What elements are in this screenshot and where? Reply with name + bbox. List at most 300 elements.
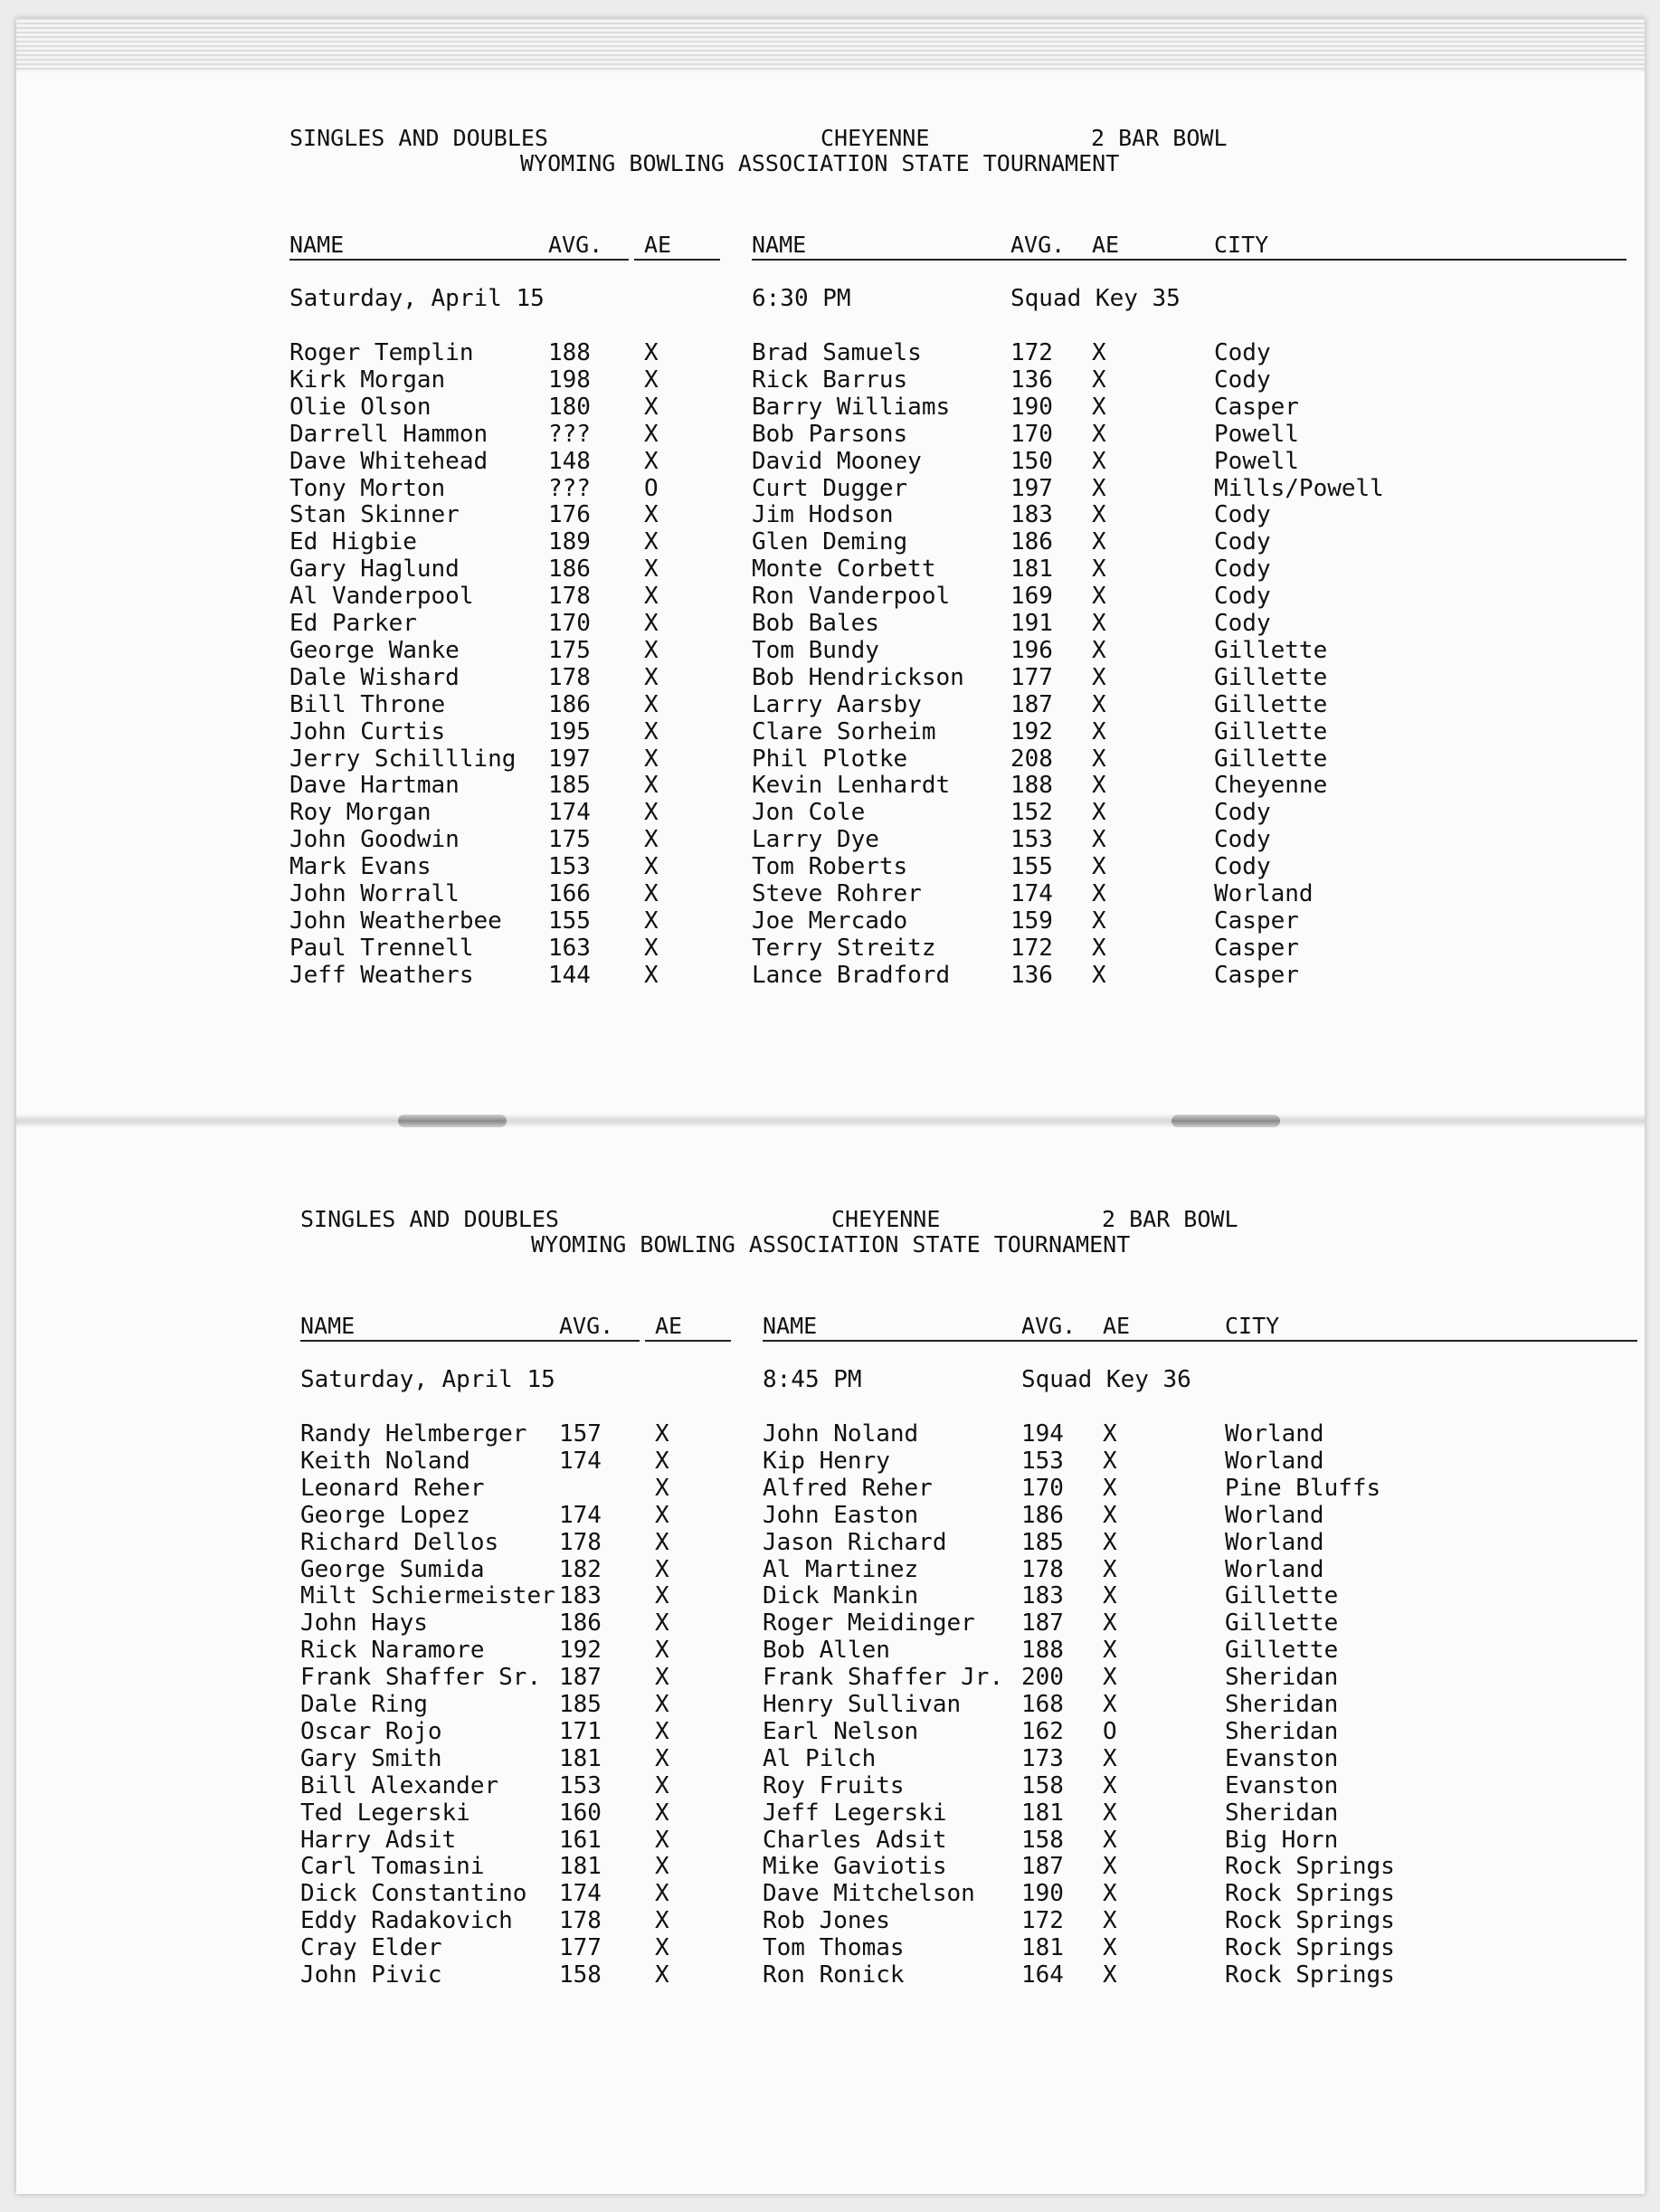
bowler-1-ae: X [655, 1582, 669, 1610]
bowler-2-name: Barry Williams [752, 393, 951, 421]
bowler-1-ae: X [655, 1961, 669, 1989]
bowler-1-avg: 171 [559, 1717, 602, 1745]
bowler-2-name: John Easton [763, 1501, 919, 1529]
bowler-1-avg: 192 [559, 1637, 602, 1665]
bowler-2-avg: 153 [1010, 826, 1053, 854]
event-heading: SINGLES AND DOUBLES [289, 125, 548, 151]
session-date: Saturday, April 15 [300, 1366, 555, 1393]
city: Gillette [1214, 745, 1328, 773]
bowler-2-avg: 153 [1021, 1447, 1064, 1475]
city: Powell [1214, 420, 1299, 448]
bowler-1-name: Al Vanderpool [289, 583, 474, 611]
bowler-1-name: Ed Parker [289, 610, 417, 637]
header-rule [289, 259, 629, 261]
bowler-2-ae: X [1103, 1528, 1117, 1556]
city: Worland [1225, 1447, 1324, 1475]
col-name-2: NAME [752, 232, 807, 258]
bowler-2-ae: X [1092, 420, 1106, 448]
bowler-1-ae: X [644, 447, 659, 475]
bowler-2-avg: 187 [1010, 690, 1053, 718]
bowler-1-name: George Lopez [300, 1501, 470, 1529]
bowler-1-avg: 185 [548, 772, 591, 800]
roster-row [289, 718, 1375, 745]
venue-heading: 2 BAR BOWL [1091, 125, 1228, 151]
bowler-2-avg: 158 [1021, 1826, 1064, 1854]
bowler-1-ae: X [655, 1934, 669, 1962]
bowler-1-name: Jeff Weathers [289, 961, 474, 989]
bowler-2-avg: 155 [1010, 853, 1053, 881]
roster-row [289, 826, 1375, 853]
bowler-1-name: Rick Naramore [300, 1637, 485, 1665]
bowler-1-ae: X [644, 907, 659, 935]
city: Cody [1214, 528, 1271, 556]
session-date: Saturday, April 15 [289, 285, 545, 312]
bowler-2-name: Jeff Legerski [763, 1799, 947, 1827]
bowler-1-avg: 186 [559, 1609, 602, 1638]
bowler-2-avg: 150 [1010, 447, 1053, 475]
bowler-1-name: Eddy Radakovich [300, 1907, 513, 1935]
bowler-1-avg: 180 [548, 393, 591, 421]
bowler-1-avg: 197 [548, 745, 591, 773]
city: Cody [1214, 610, 1271, 637]
bowler-2-name: Glen Deming [752, 528, 908, 556]
bowler-2-name: Terry Streitz [752, 934, 936, 962]
roster-row [289, 366, 1375, 394]
bowler-2-avg: 181 [1021, 1799, 1064, 1827]
city: Rock Springs [1225, 1961, 1395, 1989]
city: Rock Springs [1225, 1934, 1395, 1962]
roster-row [289, 528, 1375, 555]
bowler-1-name: John Curtis [289, 717, 446, 745]
city: Worland [1225, 1420, 1324, 1448]
bowler-1-avg: 181 [559, 1744, 602, 1772]
bowler-1-avg: 185 [559, 1691, 602, 1718]
bowler-1-name: Randy Helmberger [300, 1420, 527, 1448]
roster-row [289, 664, 1375, 691]
bowler-1-ae: X [644, 393, 659, 421]
bowler-2-avg: 192 [1010, 717, 1053, 745]
bowler-2-avg: 183 [1010, 501, 1053, 529]
city: Worland [1225, 1501, 1324, 1529]
bowler-1-ae: X [655, 1664, 669, 1692]
bowler-1-name: Leonard Reher [300, 1474, 485, 1502]
roster-row [289, 474, 1384, 502]
bowler-1-name: John Hays [300, 1609, 428, 1638]
bowler-1-avg: 174 [559, 1447, 602, 1475]
bowler-2-ae: X [1103, 1799, 1117, 1827]
roster-row [300, 1637, 1386, 1664]
bowler-2-ae: X [1103, 1771, 1117, 1799]
bowler-2-ae: X [1092, 393, 1106, 421]
bowler-2-avg: 186 [1021, 1501, 1064, 1529]
bowler-1-ae: X [644, 934, 659, 962]
bowler-2-avg: 164 [1021, 1961, 1064, 1989]
bowler-1-avg: 189 [548, 528, 591, 556]
bowler-1-name: Frank Shaffer Sr. [300, 1664, 542, 1692]
bowler-2-ae: X [1103, 1501, 1117, 1529]
roster-row [300, 1529, 1386, 1556]
bowler-2-ae: X [1092, 880, 1106, 907]
roster-row [300, 1799, 1386, 1827]
city: Cody [1214, 799, 1271, 827]
bowler-1-ae: X [644, 853, 659, 881]
bowler-2-ae: X [1103, 1582, 1117, 1610]
city: Sheridan [1225, 1717, 1339, 1745]
bowler-2-ae: X [1092, 366, 1106, 394]
bowler-1-name: Darrell Hammon [289, 420, 489, 448]
bowler-1-avg: 198 [548, 366, 591, 394]
bowler-2-name: David Mooney [752, 447, 922, 475]
bowler-1-ae: X [655, 1907, 669, 1935]
bowler-1-avg: 182 [559, 1555, 602, 1583]
bowler-1-ae: X [644, 745, 659, 773]
bowler-1-name: John Weatherbee [289, 907, 502, 935]
bowler-1-avg: 163 [548, 934, 591, 962]
bowler-2-ae: X [1092, 853, 1106, 881]
bowler-2-avg: 152 [1010, 799, 1053, 827]
bowler-2-name: Lance Bradford [752, 961, 951, 989]
bowler-1-ae: X [644, 366, 659, 394]
bowler-2-avg: 200 [1021, 1664, 1064, 1692]
bowler-1-avg: 186 [548, 555, 591, 584]
col-ae-1: AE [655, 1313, 683, 1339]
session-time: 6:30 PM [752, 285, 851, 312]
staple [398, 1115, 507, 1127]
roster-row [289, 421, 1375, 448]
bowler-2-name: Bob Hendrickson [752, 663, 964, 691]
roster-row [300, 1827, 1386, 1854]
bowler-1-avg: 195 [548, 717, 591, 745]
bowler-1-avg: 177 [559, 1934, 602, 1962]
bowler-2-name: Bob Allen [763, 1637, 890, 1665]
bowler-2-ae: X [1103, 1420, 1117, 1448]
bowler-2-avg: 172 [1021, 1907, 1064, 1935]
bowler-1-ae: X [655, 1637, 669, 1665]
bowler-1-ae: X [655, 1826, 669, 1854]
bowler-2-name: Kip Henry [763, 1447, 890, 1475]
bowler-2-ae: X [1103, 1934, 1117, 1962]
city: Rock Springs [1225, 1907, 1395, 1935]
bowler-2-name: Roy Fruits [763, 1771, 905, 1799]
bowler-2-avg: 169 [1010, 583, 1053, 611]
bowler-1-name: Dale Wishard [289, 663, 460, 691]
bowler-2-avg: 173 [1021, 1744, 1064, 1772]
bowler-2-name: Kevin Lenhardt [752, 772, 951, 800]
bowler-2-name: Dick Mankin [763, 1582, 919, 1610]
bowler-2-ae: X [1103, 1555, 1117, 1583]
bowler-2-avg: 196 [1010, 636, 1053, 664]
bowler-1-avg: ??? [548, 420, 591, 448]
bowler-2-name: Larry Aarsby [752, 690, 922, 718]
venue-heading: 2 BAR BOWL [1102, 1206, 1238, 1232]
bowler-2-avg: 136 [1010, 366, 1053, 394]
bowler-2-name: Rick Barrus [752, 366, 908, 394]
col-avg-1: AVG. [559, 1313, 614, 1339]
tournament-title: WYOMING BOWLING ASSOCIATION STATE TOURNAMENT [531, 1231, 1131, 1258]
city: Big Horn [1225, 1826, 1339, 1854]
bowler-2-ae: X [1092, 501, 1106, 529]
bowler-1-avg: 175 [548, 636, 591, 664]
city: Gillette [1214, 663, 1328, 691]
roster-row [289, 448, 1375, 475]
bowler-2-ae: X [1103, 1637, 1117, 1665]
bowler-1-ae: X [655, 1799, 669, 1827]
bowler-2-ae: X [1103, 1691, 1117, 1718]
roster-row [300, 1556, 1386, 1583]
bowler-2-avg: 208 [1010, 745, 1053, 773]
bowler-2-name: John Noland [763, 1420, 919, 1448]
city: Cody [1214, 366, 1271, 394]
bowler-2-name: Al Martinez [763, 1555, 919, 1583]
bowler-2-avg: 185 [1021, 1528, 1064, 1556]
bowler-1-avg: 178 [559, 1528, 602, 1556]
bowler-1-avg: 188 [548, 339, 591, 366]
bowler-1-ae: X [644, 799, 659, 827]
roster-row [300, 1772, 1386, 1799]
roster-row [300, 1853, 1395, 1881]
bowler-2-ae: X [1092, 610, 1106, 637]
bowler-1-name: George Sumida [300, 1555, 485, 1583]
roster-row [300, 1880, 1395, 1908]
roster-row [300, 1609, 1386, 1637]
bowler-2-ae: X [1103, 1880, 1117, 1908]
bowler-2-ae: X [1103, 1664, 1117, 1692]
bowler-1-ae: X [655, 1609, 669, 1638]
bowler-1-name: Keith Noland [300, 1447, 470, 1475]
bowler-1-ae: X [644, 528, 659, 556]
bowler-1-name: Stan Skinner [289, 501, 460, 529]
squad-key: Squad Key 36 [1021, 1366, 1191, 1393]
bowler-1-name: Kirk Morgan [289, 366, 446, 394]
bowler-1-name: Roger Templin [289, 339, 474, 366]
bowler-2-ae: X [1092, 447, 1106, 475]
bowler-1-avg: 160 [559, 1799, 602, 1827]
bowler-1-ae: X [644, 420, 659, 448]
roster-row [300, 1475, 1386, 1502]
bowler-2-avg: 168 [1021, 1691, 1064, 1718]
bowler-2-ae: X [1092, 826, 1106, 854]
city: Evanston [1225, 1744, 1339, 1772]
bowler-1-ae: X [644, 717, 659, 745]
city: Cody [1214, 583, 1271, 611]
city: Worland [1214, 880, 1314, 907]
roster-row [300, 1934, 1395, 1962]
bowler-2-name: Tom Thomas [763, 1934, 905, 1962]
bowler-1-ae: X [655, 1474, 669, 1502]
bowler-2-name: Roger Meidinger [763, 1609, 975, 1638]
bowler-2-avg: 183 [1021, 1582, 1064, 1610]
bowler-1-ae: X [655, 1501, 669, 1529]
bowler-1-avg: 144 [548, 961, 591, 989]
city: Pine Bluffs [1225, 1474, 1381, 1502]
bowler-2-ae: X [1092, 772, 1106, 800]
city: Sheridan [1225, 1664, 1339, 1692]
roster-row [300, 1448, 1386, 1475]
city: Gillette [1225, 1582, 1339, 1610]
staple [1171, 1115, 1280, 1127]
bowler-2-name: Frank Shaffer Jr. [763, 1664, 1004, 1692]
bowler-1-name: Jerry Schillling [289, 745, 517, 773]
city: Worland [1225, 1555, 1324, 1583]
bowler-1-avg: 186 [548, 690, 591, 718]
tournament-title: WYOMING BOWLING ASSOCIATION STATE TOURNAMENT [520, 150, 1120, 176]
bowler-1-name: Cray Elder [300, 1934, 442, 1962]
bowler-1-ae: X [644, 826, 659, 854]
bowler-2-ae: X [1103, 1961, 1117, 1989]
bowler-2-name: Mike Gaviotis [763, 1853, 947, 1881]
bowler-2-name: Steve Rohrer [752, 880, 922, 907]
bowler-2-name: Henry Sullivan [763, 1691, 962, 1718]
roster-row [300, 1718, 1386, 1745]
bowler-1-name: John Pivic [300, 1961, 442, 1989]
roster-row [300, 1664, 1386, 1691]
bowler-1-ae: O [644, 474, 659, 502]
bowler-2-ae: X [1103, 1744, 1117, 1772]
bowler-1-name: Roy Morgan [289, 799, 432, 827]
bowler-2-avg: 177 [1010, 663, 1053, 691]
col-city: CITY [1225, 1313, 1280, 1339]
col-avg-2: AVG. [1010, 232, 1066, 258]
bowler-1-name: Gary Haglund [289, 555, 460, 584]
roster-row [300, 1502, 1386, 1529]
session-time: 8:45 PM [763, 1366, 862, 1393]
col-name-1: NAME [300, 1313, 356, 1339]
bowler-1-name: George Wanke [289, 636, 460, 664]
squad-key: Squad Key 35 [1010, 285, 1181, 312]
bowler-2-ae: X [1103, 1447, 1117, 1475]
bowler-2-avg: 181 [1021, 1934, 1064, 1962]
city: Cody [1214, 853, 1271, 881]
city: Gillette [1214, 636, 1328, 664]
bowler-1-avg: 153 [559, 1771, 602, 1799]
bowler-2-name: Curt Dugger [752, 474, 908, 502]
session-row [300, 1366, 1386, 1393]
bowler-1-name: Ed Higbie [289, 528, 417, 556]
roster-row [289, 501, 1375, 528]
bowler-2-avg: 190 [1021, 1880, 1064, 1908]
col-city: CITY [1214, 232, 1269, 258]
bowler-1-avg: 174 [548, 799, 591, 827]
city: Casper [1214, 393, 1299, 421]
roster-row [289, 745, 1375, 773]
bowler-1-ae: X [644, 961, 659, 989]
bowler-1-name: Dave Hartman [289, 772, 460, 800]
bowler-2-avg: 188 [1021, 1637, 1064, 1665]
bowler-1-name: Milt Schiermeister [300, 1582, 555, 1610]
bowler-1-name: Dale Ring [300, 1691, 428, 1718]
bowler-1-avg: 175 [548, 826, 591, 854]
bowler-2-name: Alfred Reher [763, 1474, 933, 1502]
city: Gillette [1214, 717, 1328, 745]
roster-row [289, 394, 1375, 421]
bowler-1-ae: X [655, 1555, 669, 1583]
bowler-2-avg: 170 [1010, 420, 1053, 448]
roster-row [289, 555, 1375, 583]
roster-row [289, 907, 1375, 935]
bowler-1-name: John Worrall [289, 880, 460, 907]
city: Casper [1214, 934, 1299, 962]
bowler-1-avg: 174 [559, 1880, 602, 1908]
bowler-1-name: Dick Constantino [300, 1880, 527, 1908]
bowler-1-ae: X [655, 1771, 669, 1799]
bowler-2-avg: 178 [1021, 1555, 1064, 1583]
bowler-2-avg: 162 [1021, 1717, 1064, 1745]
roster-row [289, 853, 1375, 880]
bowler-2-ae: X [1092, 907, 1106, 935]
bowler-2-ae: X [1103, 1609, 1117, 1638]
bowler-1-avg: 158 [559, 1961, 602, 1989]
bowler-1-avg: 155 [548, 907, 591, 935]
bowler-1-ae: X [644, 339, 659, 366]
bowler-2-name: Al Pilch [763, 1744, 877, 1772]
bowler-1-avg: 157 [559, 1420, 602, 1448]
bowler-1-ae: X [655, 1447, 669, 1475]
bowler-1-ae: X [644, 636, 659, 664]
roster-row [289, 610, 1375, 637]
bowler-2-ae: X [1092, 528, 1106, 556]
city: Casper [1214, 961, 1299, 989]
bowler-1-ae: X [644, 663, 659, 691]
bowler-2-ae: X [1092, 636, 1106, 664]
bowler-2-avg: 181 [1010, 555, 1053, 584]
roster-row [289, 691, 1375, 718]
header-rule [634, 259, 720, 261]
bowler-1-name: Ted Legerski [300, 1799, 470, 1827]
header-rule [763, 1340, 1637, 1342]
bowler-1-ae: X [644, 583, 659, 611]
bowler-2-name: Joe Mercado [752, 907, 908, 935]
city: Cody [1214, 555, 1271, 584]
roster-row [300, 1582, 1386, 1609]
bowler-1-name: Paul Trennell [289, 934, 474, 962]
bowler-2-avg: 194 [1021, 1420, 1064, 1448]
bowler-2-name: Brad Samuels [752, 339, 922, 366]
bowler-2-avg: 186 [1010, 528, 1053, 556]
col-name-2: NAME [763, 1313, 818, 1339]
session-row [289, 285, 1375, 312]
city: Worland [1225, 1528, 1324, 1556]
header-rule [752, 259, 1627, 261]
roster-row [300, 1691, 1386, 1718]
bowler-1-name: Olie Olson [289, 393, 432, 421]
bowler-1-ae: X [644, 501, 659, 529]
bowler-2-name: Monte Corbett [752, 555, 936, 584]
bowler-1-avg: 166 [548, 880, 591, 907]
roster-row [289, 962, 1375, 989]
bowler-2-ae: X [1092, 663, 1106, 691]
bowler-2-name: Earl Nelson [763, 1717, 919, 1745]
bowler-2-name: Jason Richard [763, 1528, 947, 1556]
col-ae-2: AE [1092, 232, 1120, 258]
bowler-2-name: Jim Hodson [752, 501, 894, 529]
bowler-2-ae: X [1092, 555, 1106, 584]
bowler-1-ae: X [655, 1691, 669, 1718]
city: Mills/Powell [1214, 474, 1384, 502]
bowler-2-name: Charles Adsit [763, 1826, 947, 1854]
bowler-2-name: Tom Roberts [752, 853, 908, 881]
bowler-2-avg: 187 [1021, 1609, 1064, 1638]
bowler-1-ae: X [655, 1853, 669, 1881]
bowler-2-ae: X [1103, 1826, 1117, 1854]
bowler-2-avg: 172 [1010, 339, 1053, 366]
city: Rock Springs [1225, 1880, 1395, 1908]
bowler-1-ae: X [644, 555, 659, 584]
location-heading: CHEYENNE [831, 1206, 941, 1232]
bowler-1-name: Carl Tomasini [300, 1853, 485, 1881]
bowler-2-ae: X [1103, 1907, 1117, 1935]
bowler-2-ae: X [1092, 474, 1106, 502]
bowler-1-name: Harry Adsit [300, 1826, 457, 1854]
